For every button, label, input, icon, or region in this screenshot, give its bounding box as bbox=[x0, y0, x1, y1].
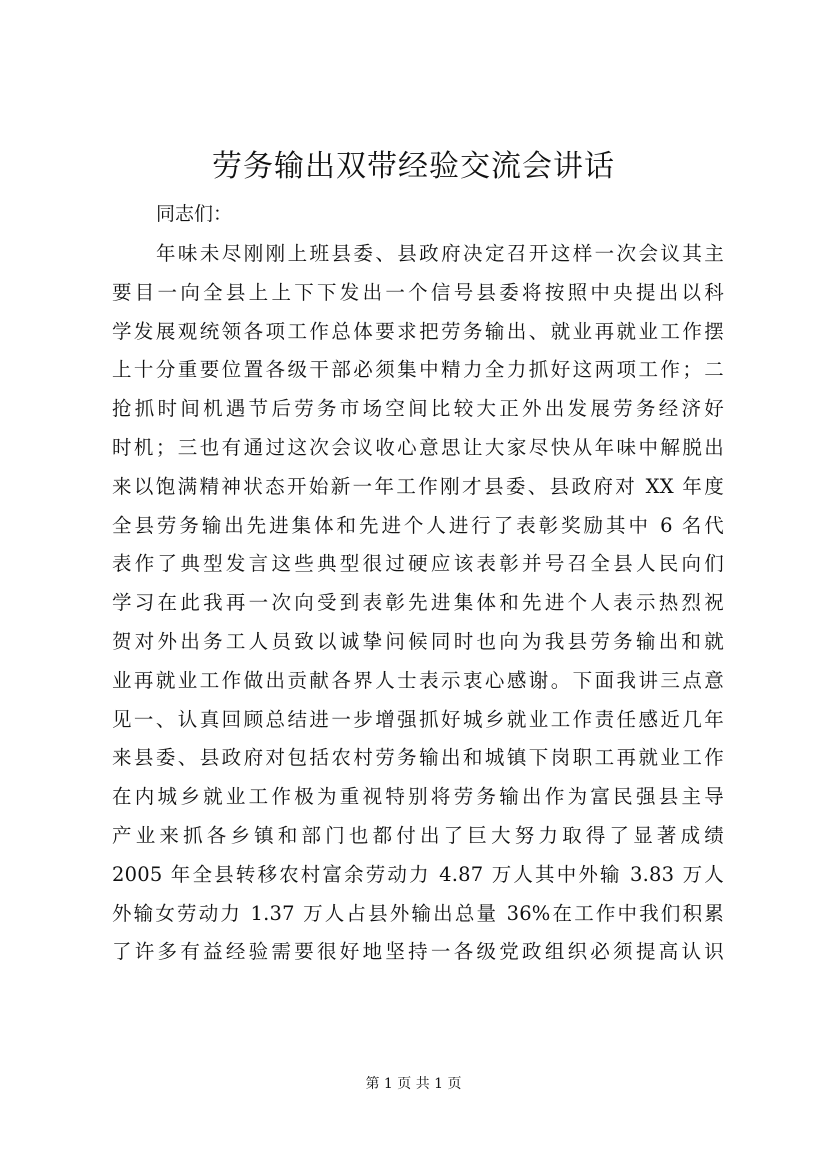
text-line: 表作了典型发言这些典型很过硬应该表彰并号召全县人民向们 bbox=[112, 552, 724, 576]
document-title: 劳务输出双带经验交流会讲话 bbox=[212, 149, 615, 184]
text-line: 2005 年全县转移农村富余劳动力 4.87 万人其中外输 3.83 万人 bbox=[112, 862, 724, 886]
text-line: 贺对外出务工人员致以诚挚问候同时也向为我县劳务输出和就 bbox=[112, 629, 724, 653]
text-line: 来县委、县政府对包括农村劳务输出和城镇下岗职工再就业工作 bbox=[112, 746, 724, 770]
text-line: 产业来抓各乡镇和部门也都付出了巨大努力取得了显著成绩 bbox=[112, 823, 724, 847]
text-line: 抢抓时间机遇节后劳务市场空间比较大正外出发展劳务经济好 bbox=[112, 397, 724, 421]
text-line: 了许多有益经验需要很好地坚持一各级党政组织必须提高认识 bbox=[112, 940, 724, 964]
text-line: 全县劳务输出先进集体和先进个人进行了表彰奖励其中 6 名代 bbox=[112, 513, 724, 537]
text-line: 要目一向全县上上下下发出一个信号县委将按照中央提出以科 bbox=[112, 280, 724, 304]
text-line: 年味未尽刚刚上班县委、县政府决定召开这样一次会议其主 bbox=[156, 242, 724, 265]
text-line: 学习在此我再一次向受到表彰先进集体和先进个人表示热烈祝 bbox=[112, 591, 724, 615]
body-text bbox=[112, 235, 724, 972]
page-footer: 第 1 页 共 1 页 bbox=[365, 1076, 462, 1092]
text-line: 来以饱满精神状态开始新一年工作刚才县委、县政府对 XX 年度 bbox=[112, 474, 724, 498]
text-line: 外输女劳动力 1.37 万人占县外输出总量 36%在工作中我们积累 bbox=[112, 901, 724, 925]
text-line: 学发展观统领各项工作总体要求把劳务输出、就业再就业工作摆 bbox=[112, 319, 724, 343]
text-line: 见一、认真回顾总结进一步增强抓好城乡就业工作责任感近几年 bbox=[112, 707, 724, 731]
text-line: 时机；三也有通过这次会议收心意思让大家尽快从年味中解脱出 bbox=[112, 435, 724, 459]
text-line: 在内城乡就业工作极为重视特别将劳务输出作为富民强县主导 bbox=[112, 785, 724, 809]
text-line: 上十分重要位置各级干部必须集中精力全力抓好这两项工作；二 bbox=[112, 358, 724, 382]
text-line: 业再就业工作做出贡献各界人士表示衷心感谢。下面我讲三点意 bbox=[112, 668, 724, 692]
salutation: 同志们： bbox=[156, 203, 233, 225]
